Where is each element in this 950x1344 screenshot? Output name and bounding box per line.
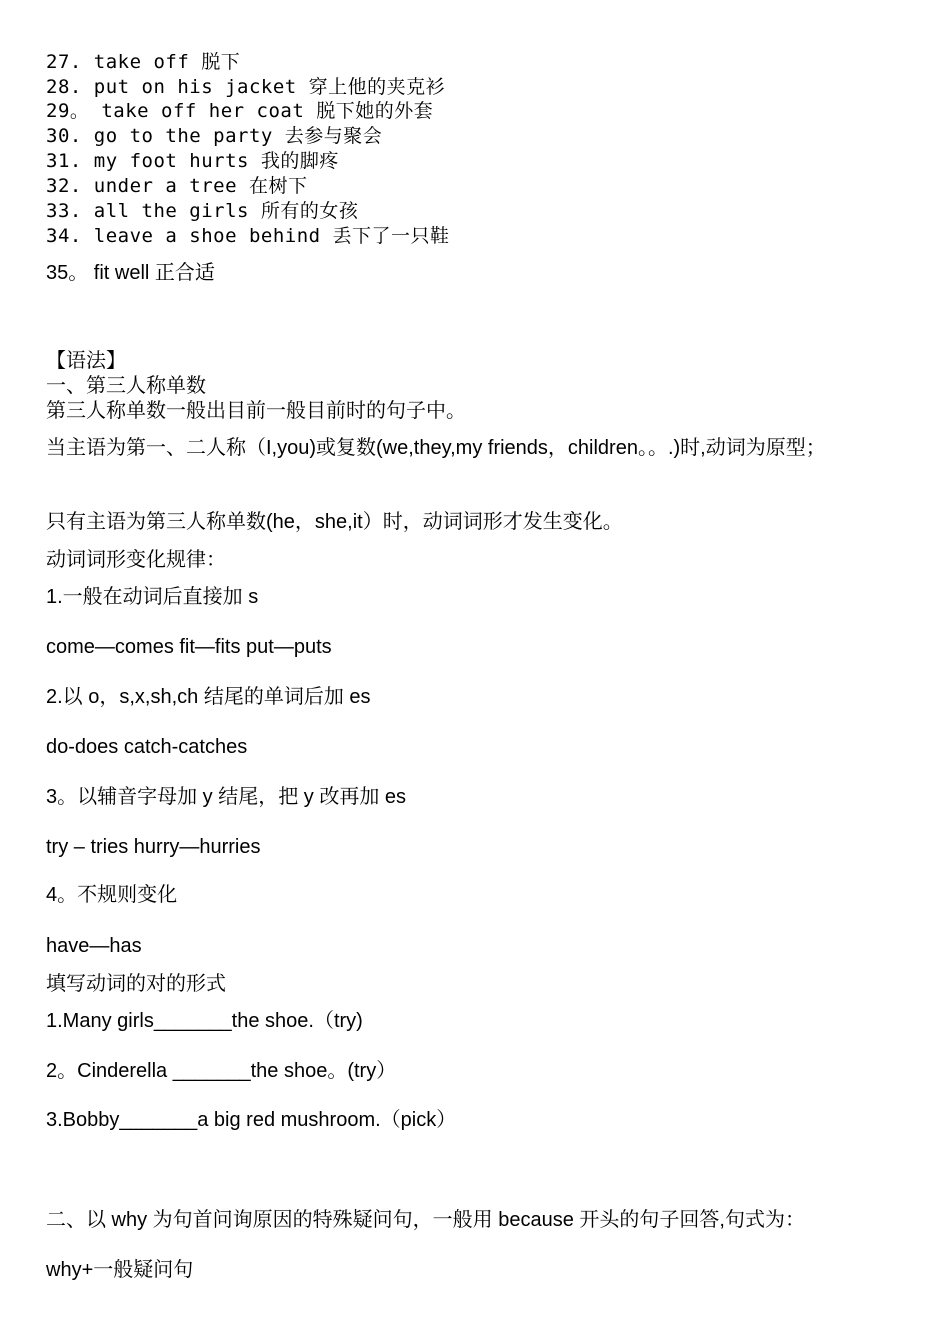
rule-3-example: try – tries hurry—hurries <box>46 836 261 858</box>
vocab-item-31: 31. my foot hurts 我的脚疼 <box>46 150 339 172</box>
rules-title: 动词词形变化规律： <box>46 547 226 571</box>
grammar-heading: 【语法】 <box>46 348 126 372</box>
exercise-1: 1.Many girls_______the shoe.（try) <box>46 1010 363 1032</box>
vocab-item-35: 35。 fit well 正合适 <box>46 262 215 284</box>
section2-formula: why+一般疑问句 <box>46 1259 194 1281</box>
vocab-item-29: 29。 take off her coat 脱下她的外套 <box>46 100 434 122</box>
exercise-title: 填写动词的对的形式 <box>46 971 226 995</box>
paragraph-2: 当主语为第一、二人称（I,you)或复数(we,they,my friends，children。。.)时,动词为原型； <box>46 437 826 459</box>
paragraph-3: 只有主语为第三人称单数(he，she,it）时，动词词形才发生变化。 <box>46 511 623 533</box>
vocab-item-30: 30. go to the party 去参与聚会 <box>46 125 383 147</box>
exercise-3: 3.Bobby_______a big red mushroom.（pick） <box>46 1109 457 1131</box>
paragraph-1: 第三人称单数一般出目前一般目前时的句子中。 <box>46 398 466 422</box>
rule-1-example: come—comes fit—fits put—puts <box>46 636 332 658</box>
exercise-2: 2。Cinderella _______the shoe。(try） <box>46 1060 397 1082</box>
rule-4: 4。不规则变化 <box>46 884 178 906</box>
rule-4-example: have—has <box>46 935 142 957</box>
rule-2-example: do-does catch-catches <box>46 736 248 758</box>
vocab-item-34: 34. leave a shoe behind 丢下了一只鞋 <box>46 225 450 247</box>
rule-3: 3。以辅音字母加 y 结尾，把 y 改再加 es <box>46 786 407 808</box>
section1-title: 一、第三人称单数 <box>46 373 206 397</box>
vocab-item-28: 28. put on his jacket 穿上他的夹克衫 <box>46 76 446 98</box>
vocab-item-33: 33. all the girls 所有的女孩 <box>46 200 359 222</box>
rule-2: 2.以 o，s,x,sh,ch 结尾的单词后加 es <box>46 686 371 708</box>
vocab-item-27: 27. take off 脱下 <box>46 51 241 73</box>
rule-1: 1.一般在动词后直接加 s <box>46 586 259 608</box>
section2-title: 二、以 why 为句首问询原因的特殊疑问句，一般用 because 开头的句子回答,句式为： <box>46 1209 805 1231</box>
vocab-item-32: 32. under a tree 在树下 <box>46 175 308 197</box>
